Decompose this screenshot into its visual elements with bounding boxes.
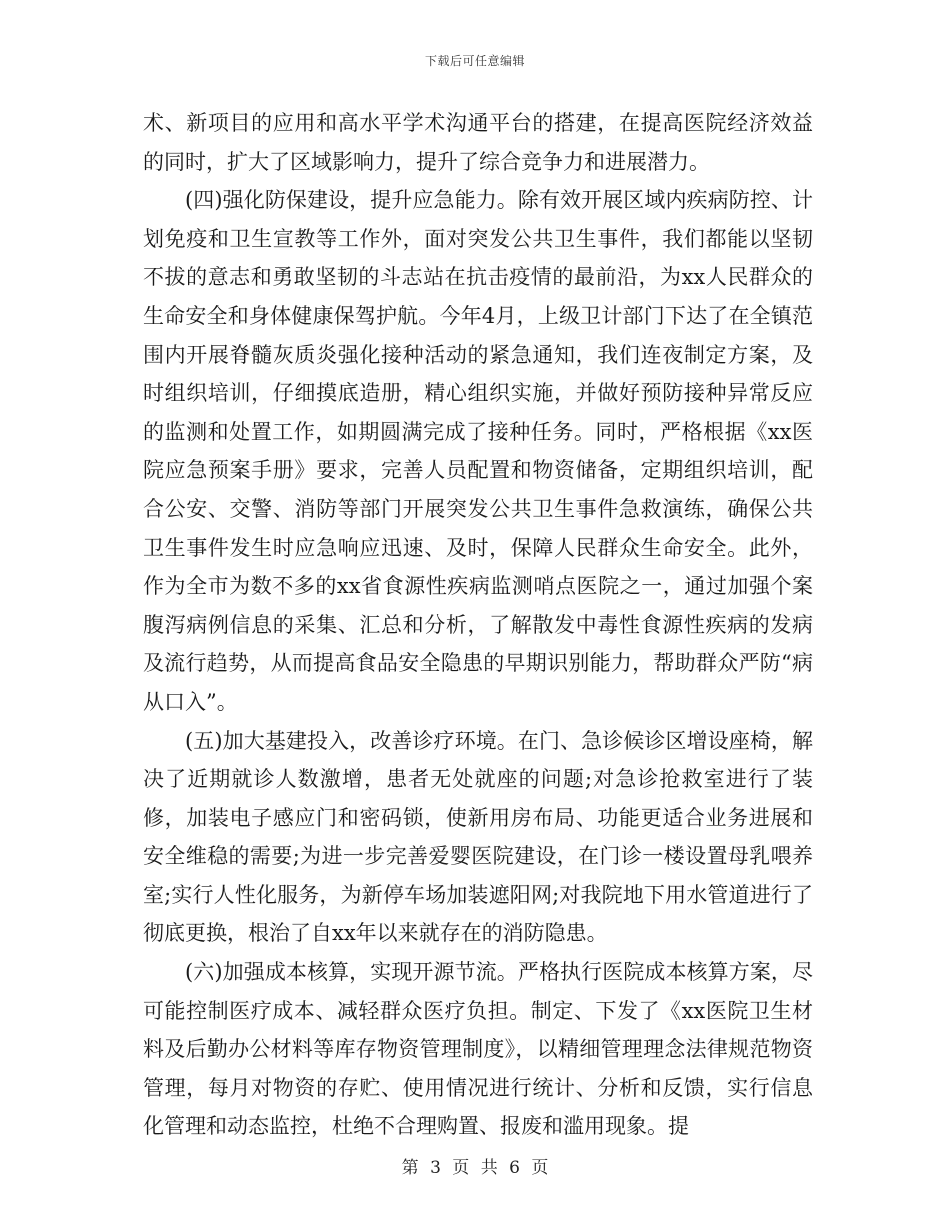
document-body [143,104,813,1146]
paragraph-section-4: (四)强化防保建设，提升应急能力。除有效开展区域内疾病防控、计划免疫和卫生宣教等工作外，面对突发公共卫生事件，我们都能以坚韧不拔的意志和勇敢坚韧的斗志站在抗击疫情的最前沿，为xx人民群众的生命安全和身体健康保驾护航。今年4月，上级卫计部门下达了在全镇范围内开展脊髓灰质炎强化接种活动的紧急通知，我们连夜制定方案，及时组织培训，仔细摸底造册，精心组织实施，并做好预防接种异常反应的监测和处置工作，如期圆满完成了接种任务。同时，严格根据《xx医院应急预案手册》要求，完善人员配置和物资储备，定期组织培训，配合公安、交警、消防等部门开展突发公共卫生事件急救演练，确保公共卫生事件发生时应急响应迅速、及时，保障人民群众生命安全。此外，作为全市为数不多的xx省食源性疾病监测哨点医院之一，通过加强个案腹泻病例信息的采集、汇总和分析，了解散发中毒性食源性疾病的发病及流行趋势，从而提高食品安全隐患的早期识别能力，帮助群众严防“病从口入”。 [143,188,813,714]
footer-total-pages: 6 [509,1158,520,1178]
footer-middle2: 共 [480,1158,498,1178]
page-header: 下载后可任意编辑 [424,54,525,68]
page-footer [0,1153,950,1178]
paragraph-continuation: 术、新项目的应用和高水平学术沟通平台的搭建，在提高医院经济效益的同时，扩大了区域影响力，提升了综合竞争力和进展潜力。 [143,111,813,174]
footer-middle1: 页 [452,1158,470,1178]
paragraph-section-6: (六)加强成本核算，实现开源节流。严格执行医院成本核算方案，尽可能控制医疗成本、减轻群众医疗负担。制定、下发了《xx医院卫生材料及后勤办公材料等库存物资管理制度》，以精细管理理念法律规范物资管理，每月对物资的存贮、使用情况进行统计、分析和反馈，实行信息化管理和动态监控，杜绝不合理购置、报废和滥用现象。提 [143,960,813,1139]
footer-prefix: 第 [401,1158,419,1178]
footer-current-page: 3 [430,1158,441,1178]
footer-suffix: 页 [531,1158,549,1178]
paragraph-section-5: (五)加大基建投入，改善诊疗环境。在门、急诊候诊区增设座椅，解决了近期就诊人数激增，患者无处就座的问题;对急诊抢救室进行了装修，加装电子感应门和密码锁，使新用房布局、功能更适合业务进展和安全维稳的需要;为进一步完善爱婴医院建设，在门诊一楼设置母乳喂养室;实行人性化服务，为新停车场加装遮阳网;对我院地下用水管道进行了彻底更换，根治了自xx年以来就存在的消防隐患。 [143,728,813,946]
